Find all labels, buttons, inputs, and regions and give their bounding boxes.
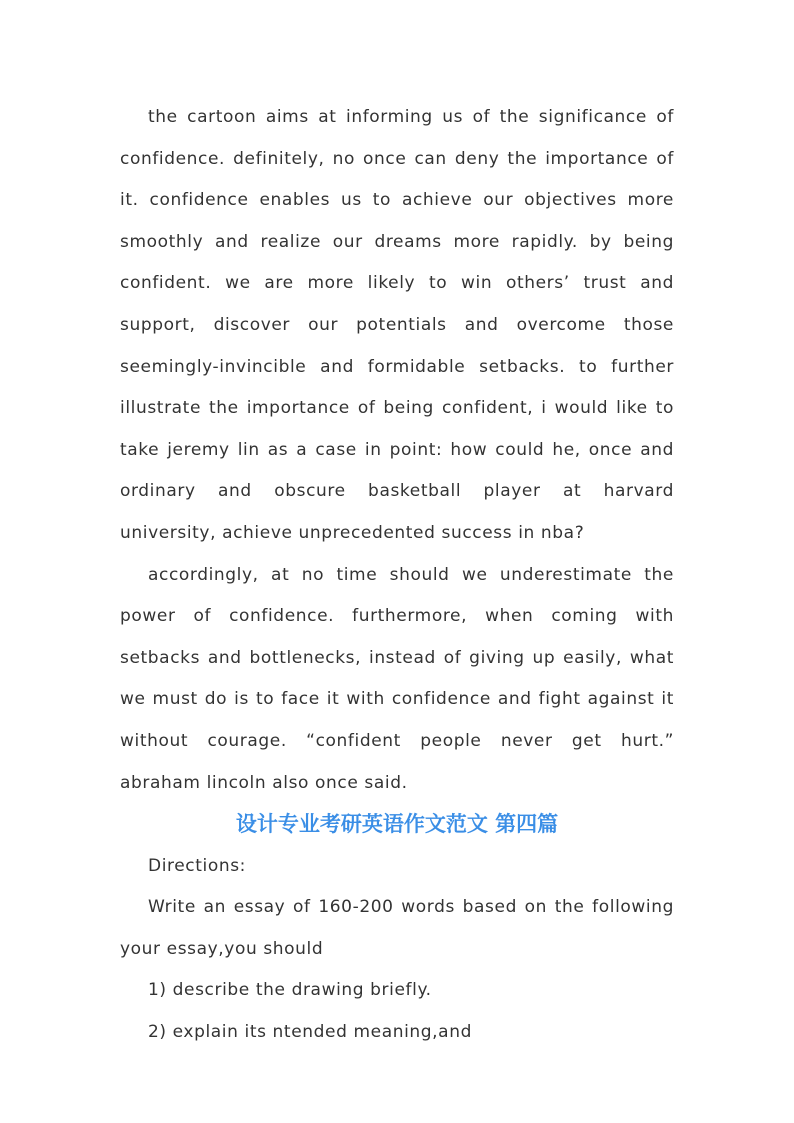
essay-paragraph-1: the cartoon aims at informing us of the significance of confidence. definitely, no once can deny the importance of it. confidence enables us to achieve our objectives more smoothly and realize our dreams more rapidly. by being confident. we are more likely to win others’ trust and support, discover our potentials and overcome those seemingly-invincible and formidable setbacks. to further illustrate the importance of being confident, i would like to take jeremy lin as a case in point: how could he, once and ordinary and obscure basketball player at harvard university, achieve unprecedented success in nba? <box>120 107 674 543</box>
document-page <box>120 97 674 1054</box>
directions-text: Write an essay of 160-200 words based on the following your essay,you should <box>120 897 674 959</box>
directions-item-1: 1) describe the drawing briefly. <box>148 980 432 1001</box>
section-heading: 设计专业考研英语作文范文 第四篇 <box>235 812 559 837</box>
essay-paragraph-2: accordingly, at no time should we underestimate the power of confidence. furthermore, when coming with setbacks and bottlenecks, instead of giving up easily, what we must do is to face it with confidence and fight against it without courage. “confident people never get hurt.” abraham lincoln also once said. <box>120 564 674 793</box>
directions-item-2: 2) explain its ntended meaning,and <box>148 1022 472 1043</box>
directions-label: Directions: <box>148 855 246 876</box>
